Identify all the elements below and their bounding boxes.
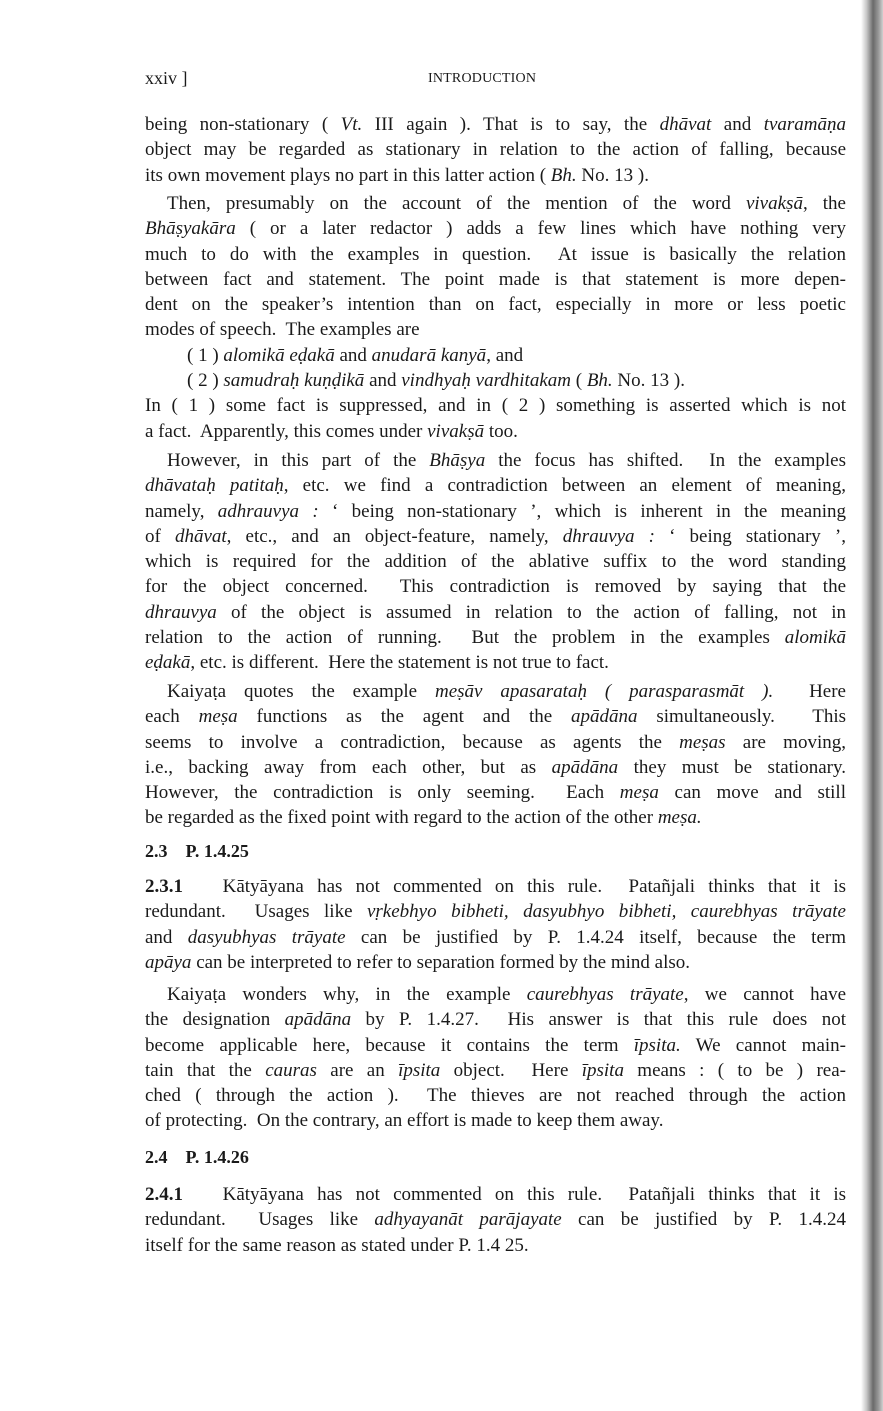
italic-term: dhāvat (659, 114, 712, 135)
text-run: too. (484, 420, 518, 442)
text-line (145, 755, 846, 780)
text-line (145, 1083, 846, 1108)
text-run: ( 2 ) (187, 370, 224, 392)
text-line (145, 600, 846, 625)
italic-term: vindhyaḥ vardhitakam (401, 370, 571, 392)
text-run: seems to involve a contradiction, because as agents the (145, 731, 680, 753)
text-line (145, 950, 846, 975)
text-run: a fact. Apparently, this comes under (145, 420, 428, 442)
text-run: ( 1 ) (187, 344, 224, 366)
text-line (145, 1108, 846, 1133)
text-run: its own movement plays no part in this latter action ( (145, 164, 551, 186)
text-run: ( or a later redactor ) adds a few lines which have nothing very (235, 218, 846, 240)
page-number: xxiv ] (145, 68, 188, 88)
text-run: In ( 1 ) some fact is suppressed, and in ( 2 ) something is asserted which is not (145, 395, 846, 417)
text-run: tain that the (145, 1059, 266, 1081)
text-run: ( (570, 370, 587, 392)
text-line (145, 419, 846, 444)
text-run: , the (802, 193, 846, 214)
italic-term: īpsita (581, 1059, 624, 1081)
bold-label: 2.3 P. 1.4.25 (145, 841, 249, 861)
text-line (145, 839, 846, 864)
text-line (145, 704, 846, 729)
text-run: object may be regarded as stationary in relation to the action of falling, because (145, 139, 846, 161)
text-run: and (364, 370, 402, 392)
text-line (145, 524, 846, 549)
text-run: simultaneously. This (637, 706, 846, 728)
text-run: between fact and statement. The point made is that statement is more depen- (145, 268, 846, 290)
text-run: and (145, 926, 188, 948)
text-run: relation to the action of running. But the problem in the examples (145, 627, 785, 649)
text-line (145, 368, 846, 393)
italic-term: meṣas (679, 731, 726, 753)
italic-term: Bhāṣyakāra (145, 218, 236, 240)
italic-term: meṣa. (657, 807, 702, 829)
text-line (145, 925, 846, 950)
text-run: , and (486, 344, 524, 366)
text-line (145, 982, 846, 1007)
paragraph (145, 191, 846, 444)
text-run: be regarded as the fixed point with regard to the action of the other (145, 807, 658, 829)
text-run: namely, (145, 500, 218, 522)
italic-term: meṣāv apasarataḥ ( parasparasmāt ). (434, 681, 774, 702)
italic-term: īpsita (398, 1059, 441, 1081)
italic-term: adhyayanāt parājayate (374, 1209, 562, 1231)
italic-term: meṣa (198, 706, 238, 728)
text-run: and (334, 344, 372, 366)
text-run: the focus has shifted. In the examples (485, 450, 846, 471)
text-run: and (711, 114, 764, 135)
italic-term: dhāvataḥ patitaḥ (145, 475, 284, 497)
scan-page-edge (861, 0, 883, 1411)
italic-term: adhrauvya : (217, 500, 319, 522)
text-run: III again ). That is to say, the (362, 114, 660, 135)
italic-term: vivakṣā (745, 193, 803, 214)
italic-term: meṣa (619, 782, 659, 804)
text-run: of (145, 525, 175, 547)
italic-term: Bh. (586, 370, 613, 392)
text-line (145, 1182, 846, 1207)
bold-label: 2.4 P. 1.4.26 (145, 1147, 249, 1167)
italic-term: Vt. (340, 114, 363, 135)
text-line (145, 679, 846, 704)
text-run: ‘ being non-stationary ’, which is inherent in the meaning (318, 500, 846, 522)
text-line (145, 242, 846, 267)
paragraph (145, 874, 846, 975)
text-run: i.e., backing away from each other, but as (145, 756, 552, 778)
italic-term: vivakṣā (427, 420, 485, 442)
text-line (145, 191, 846, 216)
bold-label: 2.3.1 (145, 876, 183, 897)
text-run: redundant. Usages like (145, 1209, 375, 1231)
text-run: can move and still (658, 782, 846, 804)
italic-term: tvaramāṇa (763, 114, 847, 135)
text-run: for the object concerned. This contradiction is removed by saying that the (145, 576, 846, 598)
text-line (145, 1058, 846, 1083)
text-line (145, 780, 846, 805)
italic-term: Bhāṣya (429, 450, 486, 471)
italic-term: samudraḥ kuṇḍikā (223, 370, 365, 392)
italic-term: eḍakā (145, 652, 191, 674)
italic-term: caurebhyas trāyate (526, 984, 684, 1005)
text-run: ched ( through the action ). The thieves are not reached through the action (145, 1085, 846, 1107)
italic-term: dhāvat (174, 525, 227, 547)
text-run: of protecting. On the contrary, an effort is made to keep them away. (145, 1110, 664, 1132)
text-run: by P. 1.4.27. His answer is that this rule does not (351, 1009, 846, 1031)
text-line (145, 393, 846, 418)
text-run: No. 13 ). (576, 164, 649, 186)
text-run: can be interpreted to refer to separation formed by the mind also. (191, 951, 691, 973)
text-run: the designation (145, 1009, 285, 1031)
italic-term: vṛkebhyo bibheti, dasyubhyo bibheti, caurebhyas trāyate (366, 901, 846, 923)
italic-term: apāya (145, 951, 192, 973)
text-run: dent on the speaker’s intention than on fact, especially in more or less poetic (145, 294, 846, 316)
text-run: However, the contradiction is only seeming. Each (145, 782, 620, 804)
text-run: , etc., and an object-feature, namely, (226, 525, 563, 547)
italic-term: apādāna (571, 706, 638, 728)
text-run: However, in this part of the (167, 450, 430, 471)
text-line (145, 625, 846, 650)
text-run: Kātyāyana has not commented on this rule. Patañjali thinks that it is (183, 876, 846, 897)
text-line (145, 292, 846, 317)
section-heading (145, 839, 846, 864)
text-run: are an (316, 1059, 399, 1081)
italic-term: apādāna (551, 756, 619, 778)
text-run: functions as the agent and the (237, 706, 572, 728)
text-line (145, 473, 846, 498)
text-run: much to do with the examples in question. At issue is basically the relation (145, 243, 846, 265)
text-line (145, 805, 846, 830)
section-heading (145, 1145, 846, 1170)
text-line (145, 730, 846, 755)
italic-term: dhrauvya (145, 601, 217, 623)
text-line (145, 317, 846, 342)
text-run: means : ( to be ) rea- (623, 1059, 846, 1081)
paragraph (145, 982, 846, 1134)
italic-term: Bh. (550, 164, 577, 186)
text-run: , we cannot have (683, 984, 846, 1005)
italic-term: dhrauvya : (562, 525, 655, 547)
text-line (145, 574, 846, 599)
paragraph (145, 448, 846, 676)
text-line (145, 137, 846, 162)
paragraph (145, 112, 846, 188)
text-run: are moving, (725, 731, 846, 753)
paragraph (145, 679, 846, 831)
text-line (145, 1007, 846, 1032)
text-run: Then, presumably on the account of the mention of the word (167, 193, 746, 214)
text-line (145, 650, 846, 675)
text-run: become applicable here, because it contains the term (145, 1034, 634, 1056)
italic-term: dasyubhyas trāyate (187, 926, 346, 948)
text-run: Here (773, 681, 846, 702)
text-run: We cannot main- (680, 1034, 846, 1056)
text-line (145, 1233, 846, 1258)
text-run: Kaiyaṭa wonders why, in the example (167, 984, 527, 1005)
text-line (145, 112, 846, 137)
text-run: Kātyāyana has not commented on this rule. Patañjali thinks that it is (183, 1184, 846, 1205)
text-line (145, 1207, 846, 1232)
text-run: ‘ being stationary ’, (655, 525, 846, 547)
text-line (145, 448, 846, 473)
text-run: redundant. Usages like (145, 901, 367, 923)
text-line (145, 549, 846, 574)
text-line (145, 343, 846, 368)
text-run: No. 13 ). (612, 370, 685, 392)
italic-term: apādāna (284, 1009, 352, 1031)
italic-term: anudarā kanyā (371, 344, 487, 366)
text-run: each (145, 706, 199, 728)
text-run: can be justified by P. 1.4.24 itself, because the term (345, 926, 846, 948)
text-run: of the object is assumed in relation to the action of falling, not in (216, 601, 846, 623)
text-run: Kaiyaṭa quotes the example (167, 681, 435, 702)
text-run: they must be stationary. (618, 756, 846, 778)
text-line (145, 499, 846, 524)
text-run: can be justified by P. 1.4.24 (561, 1209, 846, 1231)
text-run: modes of speech. The examples are (145, 319, 420, 341)
text-run: , etc. is different. Here the statement is not true to fact. (190, 652, 609, 674)
text-line (145, 874, 846, 899)
text-run: being non-stationary ( (145, 114, 341, 135)
text-line (145, 216, 846, 241)
bold-label: 2.4.1 (145, 1184, 183, 1205)
text-line (145, 1145, 846, 1170)
text-line (145, 1033, 846, 1058)
text-line (145, 267, 846, 292)
running-title: INTRODUCTION (428, 71, 537, 86)
paragraph (145, 1182, 846, 1258)
italic-term: īpsita. (633, 1034, 681, 1056)
text-line (145, 899, 846, 924)
italic-term: cauras (265, 1059, 317, 1081)
text-run: itself for the same reason as stated under P. 1.4 25. (145, 1234, 529, 1256)
italic-term: alomikā eḍakā (223, 344, 335, 366)
text-line (145, 163, 846, 188)
text-run: , etc. we find a contradiction between an element of meaning, (283, 475, 846, 497)
text-run: object. Here (440, 1059, 582, 1081)
italic-term: alomikā (784, 627, 846, 649)
text-run: which is required for the addition of the ablative suffix to the word standing (145, 551, 846, 573)
